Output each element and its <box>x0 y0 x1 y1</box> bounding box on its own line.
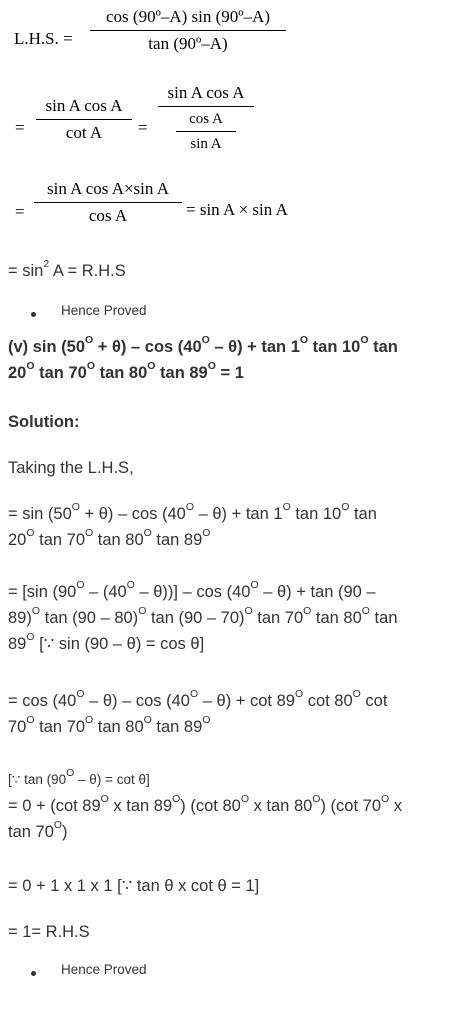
equals-sign: = <box>138 118 148 137</box>
fraction-1-denominator: tan (90º–A) <box>148 34 228 53</box>
fraction-4 <box>34 178 182 227</box>
fraction-3-nested <box>176 109 236 154</box>
fraction-bar <box>158 106 254 107</box>
equals-sign: = <box>15 202 25 221</box>
step-7: = 1= R.H.S <box>8 923 90 941</box>
fraction-2-numerator: sin A cos A <box>45 96 123 115</box>
fraction-bar <box>176 131 236 132</box>
lhs-label: L.H.S. = <box>14 29 73 48</box>
fraction-2 <box>36 95 132 144</box>
fraction-bar <box>90 30 286 31</box>
step-1: = $\sin (50^O + \theta) - \cos (40^O - \theta) + \tan 1^O$ $\tan 10^O$ tan $20^O$ $\tan 70^O$ $\tan 80^O$ $\tan 89^O$ <box>8 500 377 549</box>
fraction-4-denominator: cos A <box>88 206 128 225</box>
step-5: = 0 + (cot $89^O$ x $\tan 89^O$) (cot $80^O$ x $\tan 80^O$) (cot $70^O$ x $\tan 70^O$) <box>8 792 403 841</box>
fraction-1-numerator: cos (90º–A) sin (90º–A) <box>106 7 270 26</box>
step-6: = 0 + 1 x 1 x 1 [∵ tan θ x cot θ = 1] <box>8 877 260 895</box>
nested-denominator: sin A <box>190 136 222 152</box>
step-3: = $\cos (40^O - \theta) - \cos (40^O - \theta) + \cot 89^O$ $\cot 80^O$ cot $70^O$ $\tan 70^O$ $\tan 80^O$ $\tan 89^O$ <box>8 687 388 736</box>
fraction-bar <box>36 119 132 120</box>
question-v: (v) $\sin (50^O + \theta) - \cos (40^O - \theta) + \tan 1^O$ $\tan 10^O$ tan $20^O$ $\tan 70^O$ $\tan 80^O$ $\tan 89^O = 1$ <box>8 333 398 382</box>
step-2: = [sin $(90^O - (40^O - \theta))] - \cos (40^O - \theta) + \tan (90$ – 89)$^O$ tan (90 – 80)$^O$ tan (90 – 70)$^O$ $\tan 70^O$ $\tan 80^O$ tan $89^O$ [∵ sin (90 – θ) = cos θ] <box>8 578 398 653</box>
fraction-3 <box>158 82 254 154</box>
fraction-1 <box>90 6 286 55</box>
solution-heading: Solution: <box>8 413 80 431</box>
derivation-image <box>0 0 461 240</box>
taking-lhs: Taking the L.H.S, <box>8 459 134 477</box>
result-expression: = sin A × sin A <box>186 200 288 219</box>
bullet-icon <box>31 971 36 976</box>
fraction-4-numerator: sin A cos A×sin A <box>46 179 169 198</box>
step-4-note: [∵ $\tan (90^O - \theta) = \cot \theta$] <box>8 766 150 787</box>
nested-numerator: cos A <box>189 111 223 127</box>
fraction-2-denominator: cot A <box>65 123 103 142</box>
fraction-bar <box>34 202 182 203</box>
equals-sign: = <box>15 118 25 137</box>
fraction-3-numerator: sin A cos A <box>167 83 245 102</box>
rhs-line: = $\sin^2 A = R.H.S$ <box>8 257 126 280</box>
bullet-icon <box>31 312 36 317</box>
